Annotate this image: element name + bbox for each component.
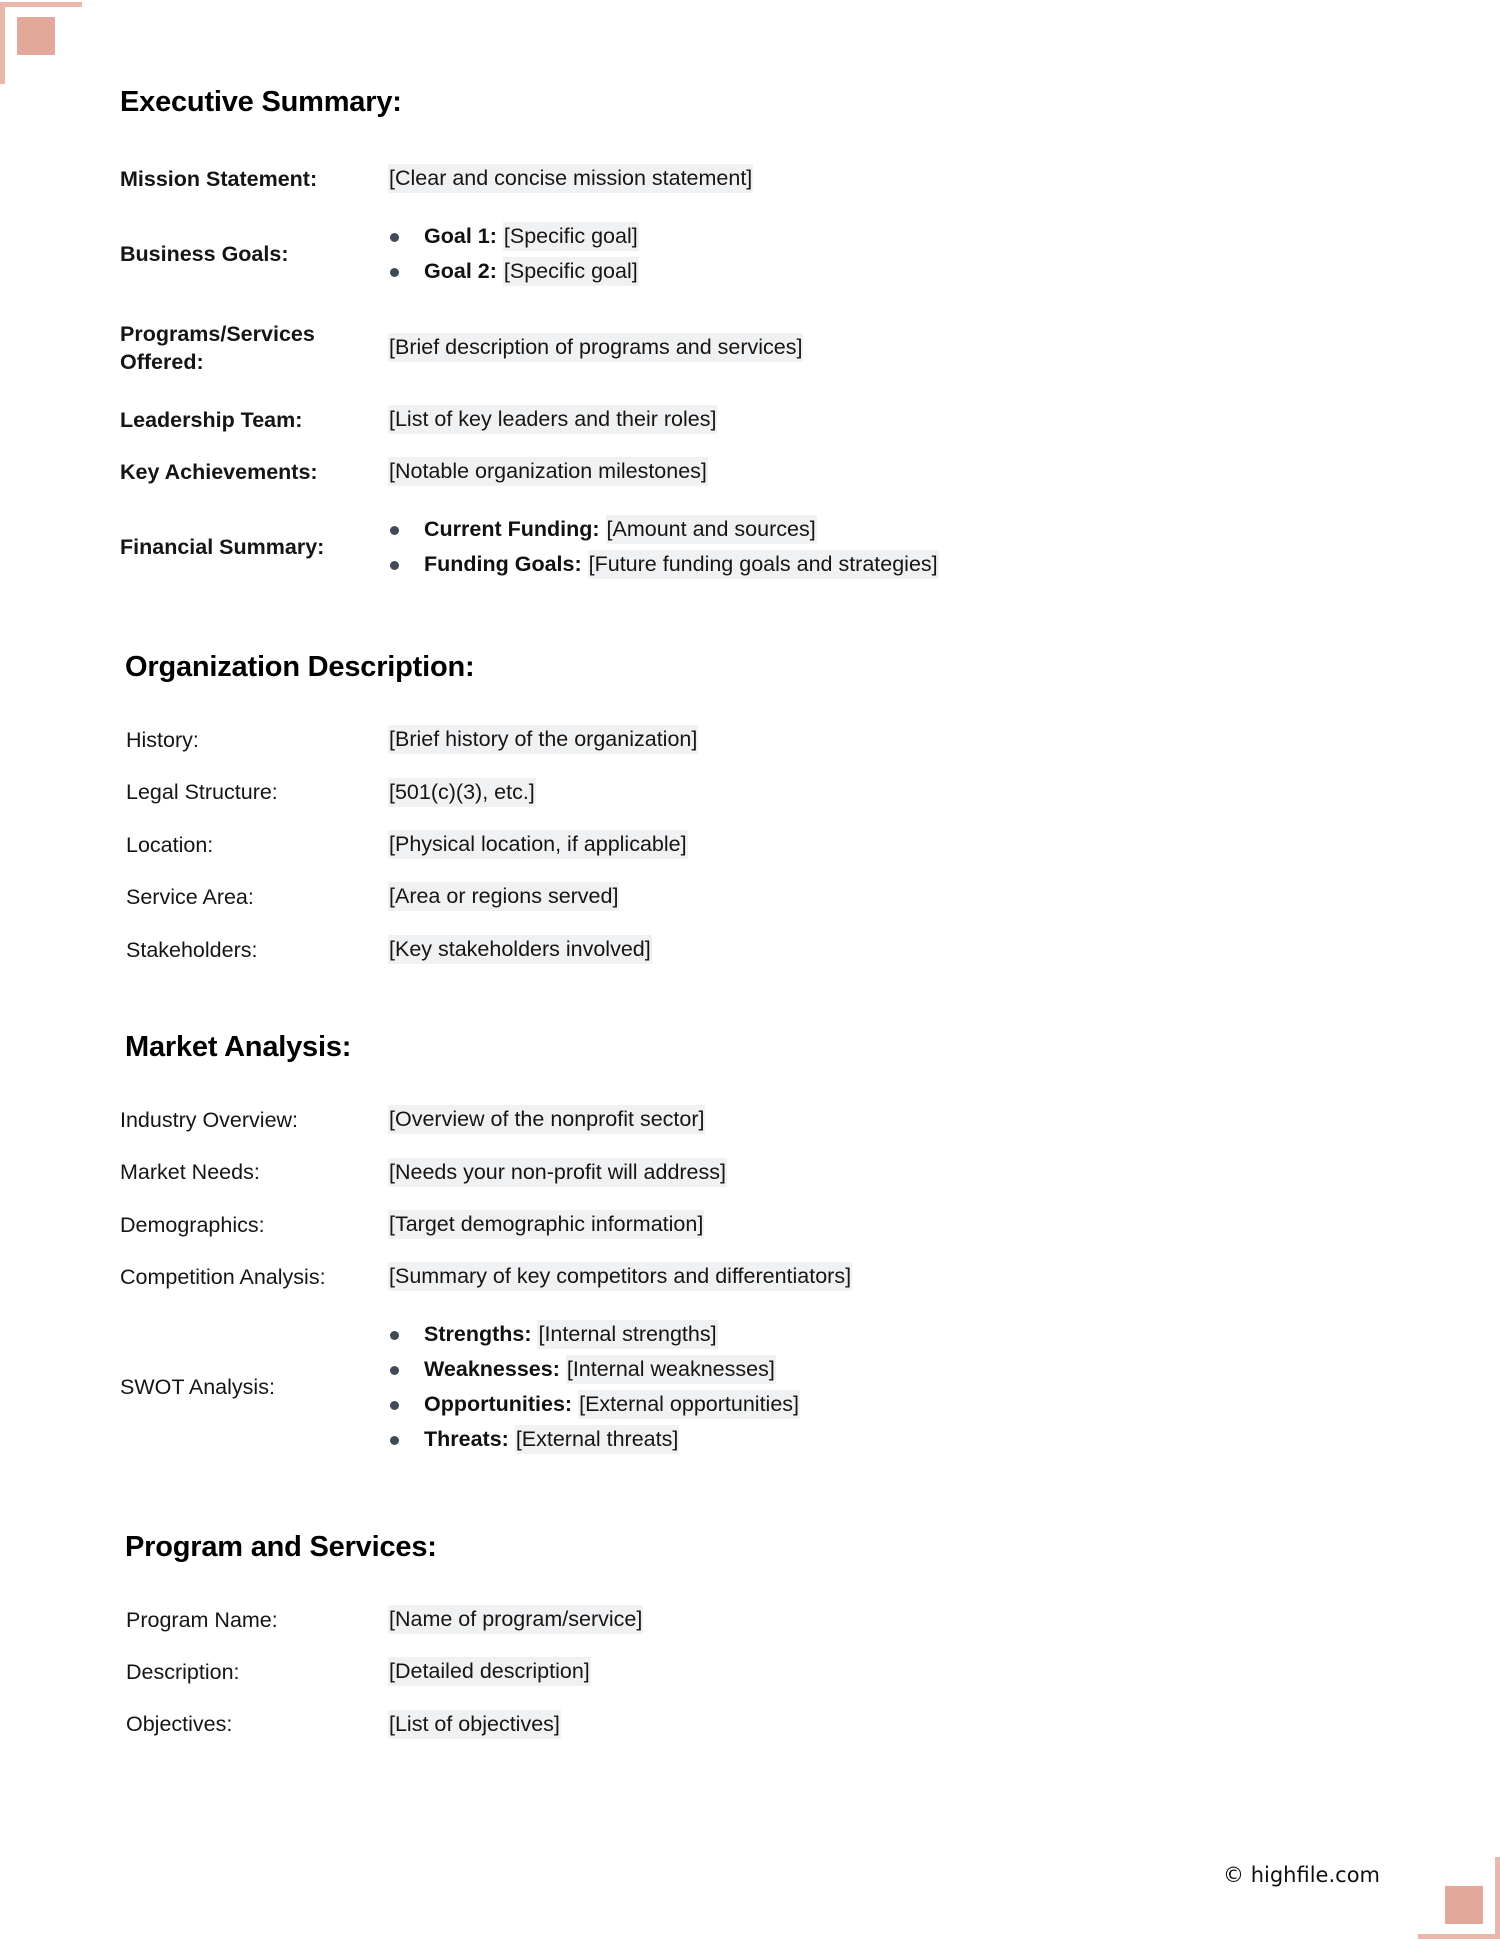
row-label-cell <box>120 205 388 303</box>
row-label-cell <box>120 153 388 205</box>
section-heading-executive-summary: Executive Summary: <box>120 86 402 118</box>
bullet-label: Funding Goals: <box>424 552 582 577</box>
row-label-cell <box>120 1594 388 1646</box>
list-item <box>388 257 1380 286</box>
section-spacer <box>120 976 1380 1031</box>
row-value-cell <box>388 394 1380 446</box>
row-label-cell <box>120 766 388 818</box>
label-swot-analysis: SWOT Analysis: <box>120 1374 275 1399</box>
list-item <box>388 1390 1380 1419</box>
bullet-value: [Future funding goals and strategies] <box>588 550 939 579</box>
label-service-area: Service Area: <box>126 885 254 910</box>
row-mission-statement <box>120 153 1380 205</box>
value-program-name: [Name of program/service] <box>388 1605 643 1634</box>
value-competition-analysis: [Summary of key competitors and differentiators] <box>388 1262 852 1291</box>
row-label-cell <box>120 924 388 976</box>
value-history: [Brief history of the organization] <box>388 725 698 754</box>
value-leadership-team: [List of key leaders and their roles] <box>388 405 717 434</box>
bullet-list-financial-summary <box>388 515 1380 579</box>
row-industry-overview <box>120 1094 1380 1146</box>
list-item <box>388 222 1380 251</box>
label-program-name: Program Name: <box>126 1607 278 1632</box>
row-label-cell <box>120 1303 388 1470</box>
value-market-needs: [Needs your non-profit will address] <box>388 1158 727 1187</box>
list-item <box>388 1355 1380 1384</box>
value-programs-services-offered: [Brief description of programs and services] <box>388 333 803 362</box>
row-label-cell <box>120 394 388 446</box>
row-value-cell <box>388 1251 1380 1303</box>
bullet-dot-icon <box>390 1401 399 1410</box>
bullet-list-business-goals <box>388 222 1380 286</box>
section-spacer <box>120 1471 1380 1531</box>
value-mission-statement: [Clear and concise mission statement] <box>388 164 753 193</box>
label-description: Description: <box>126 1660 240 1684</box>
row-service-area <box>120 871 1380 923</box>
label-objectives: Objectives: <box>126 1712 233 1737</box>
label-competition-analysis: Competition Analysis: <box>120 1265 326 1290</box>
row-value-cell <box>388 1303 1380 1470</box>
row-label-cell <box>120 1251 388 1303</box>
section-market-analysis <box>120 1031 1380 1471</box>
row-leadership-team <box>120 394 1380 446</box>
row-value-cell <box>388 1698 1380 1750</box>
row-key-achievements <box>120 446 1380 498</box>
label-location: Location: <box>126 832 214 857</box>
row-value-cell <box>388 205 1380 303</box>
bullet-value: [Specific goal] <box>503 257 639 286</box>
row-label-cell <box>120 714 388 766</box>
bullet-value: [External threats] <box>515 1425 680 1454</box>
bullet-label: Current Funding: <box>424 517 600 542</box>
program-and-services-rows <box>120 1594 1380 1751</box>
bullet-label: Weaknesses: <box>424 1357 560 1382</box>
row-location <box>120 819 1380 871</box>
row-objectives <box>120 1698 1380 1750</box>
footer-copyright: © highfile.com <box>1223 1863 1380 1887</box>
row-label-cell <box>120 819 388 871</box>
row-label-cell <box>120 1646 388 1698</box>
bullet-dot-icon <box>390 268 399 277</box>
row-description <box>120 1646 1380 1698</box>
section-spacer <box>120 596 1380 651</box>
label-leadership-team: Leadership Team: <box>120 407 303 432</box>
section-organization-description <box>120 651 1380 976</box>
list-item <box>388 1425 1380 1454</box>
row-value-cell <box>388 1094 1380 1146</box>
row-program-name <box>120 1594 1380 1646</box>
bullet-dot-icon <box>390 561 399 570</box>
bullet-dot-icon <box>390 1366 399 1375</box>
bullet-list-swot-analysis <box>388 1320 1380 1453</box>
row-value-cell <box>388 153 1380 205</box>
bullet-dot-icon <box>390 1331 399 1340</box>
row-label-cell <box>120 1698 388 1750</box>
value-key-achievements: [Notable organization milestones] <box>388 457 708 486</box>
bullet-label: Goal 2: <box>424 259 497 284</box>
row-programs-services-offered <box>120 303 1380 394</box>
list-item <box>388 515 1380 544</box>
label-industry-overview: Industry Overview: <box>120 1107 299 1132</box>
row-label-cell <box>120 1094 388 1146</box>
row-label-cell <box>120 1146 388 1198</box>
row-label-cell <box>120 446 388 498</box>
row-swot-analysis <box>120 1303 1380 1470</box>
row-legal-structure <box>120 766 1380 818</box>
bullet-value: [Specific goal] <box>503 222 639 251</box>
value-demographics: [Target demographic information] <box>388 1210 704 1239</box>
label-programs-services-offered: Programs/Services Offered: <box>120 321 315 375</box>
bullet-value: [Amount and sources] <box>606 515 817 544</box>
section-heading-organization-description: Organization Description: <box>125 651 475 684</box>
bullet-dot-icon <box>390 526 399 535</box>
row-value-cell <box>388 446 1380 498</box>
row-business-goals <box>120 205 1380 303</box>
list-item <box>388 550 1380 579</box>
row-value-cell <box>388 766 1380 818</box>
row-competition-analysis <box>120 1251 1380 1303</box>
row-value-cell <box>388 871 1380 923</box>
row-value-cell <box>388 924 1380 976</box>
label-key-achievements: Key Achievements: <box>120 460 318 485</box>
executive-summary-rows <box>120 153 1380 596</box>
bullet-dot-icon <box>390 233 399 242</box>
label-stakeholders: Stakeholders: <box>126 937 258 962</box>
row-value-cell <box>388 498 1380 596</box>
row-value-cell <box>388 1146 1380 1198</box>
row-market-needs <box>120 1146 1380 1198</box>
row-financial-summary <box>120 498 1380 596</box>
section-heading-program-and-services: Program and Services: <box>125 1530 437 1563</box>
row-value-cell <box>388 819 1380 871</box>
row-label-cell <box>120 1199 388 1251</box>
bullet-value: [External opportunities] <box>578 1390 800 1419</box>
label-demographics: Demographics: <box>120 1212 265 1237</box>
bullet-label: Opportunities: <box>424 1392 573 1417</box>
bullet-value: [Internal strengths] <box>537 1320 717 1349</box>
value-stakeholders: [Key stakeholders involved] <box>388 935 652 964</box>
value-industry-overview: [Overview of the nonprofit sector] <box>388 1105 705 1134</box>
value-service-area: [Area or regions served] <box>388 882 619 911</box>
row-stakeholders <box>120 924 1380 976</box>
organization-description-rows <box>120 714 1380 976</box>
bullet-value: [Internal weaknesses] <box>566 1355 776 1384</box>
row-value-cell <box>388 1594 1380 1646</box>
row-value-cell <box>388 303 1380 394</box>
bullet-dot-icon <box>390 1436 399 1445</box>
row-label-cell <box>120 871 388 923</box>
bullet-label: Threats: <box>424 1426 509 1451</box>
value-location: [Physical location, if applicable] <box>388 830 688 859</box>
label-mission-statement: Mission Statement: <box>120 167 318 191</box>
label-legal-structure: Legal Structure: <box>126 780 278 805</box>
value-objectives: [List of objectives] <box>388 1710 561 1739</box>
row-demographics <box>120 1199 1380 1251</box>
label-financial-summary: Financial Summary: <box>120 535 325 560</box>
row-value-cell <box>388 714 1380 766</box>
row-label-cell <box>120 498 388 596</box>
market-analysis-rows <box>120 1094 1380 1471</box>
value-legal-structure: [501(c)(3), etc.] <box>388 778 536 807</box>
label-business-goals: Business Goals: <box>120 241 289 266</box>
row-history <box>120 714 1380 766</box>
label-history: History: <box>126 728 199 753</box>
section-executive-summary <box>120 86 1380 596</box>
row-value-cell <box>388 1199 1380 1251</box>
section-heading-market-analysis: Market Analysis: <box>125 1030 352 1063</box>
label-market-needs: Market Needs: <box>120 1160 260 1185</box>
section-program-and-services <box>120 1531 1380 1751</box>
value-description: [Detailed description] <box>388 1657 591 1686</box>
bullet-label: Strengths: <box>424 1322 532 1347</box>
row-label-cell <box>120 303 388 394</box>
bullet-label: Goal 1: <box>424 224 497 249</box>
row-value-cell <box>388 1646 1380 1698</box>
list-item <box>388 1320 1380 1349</box>
